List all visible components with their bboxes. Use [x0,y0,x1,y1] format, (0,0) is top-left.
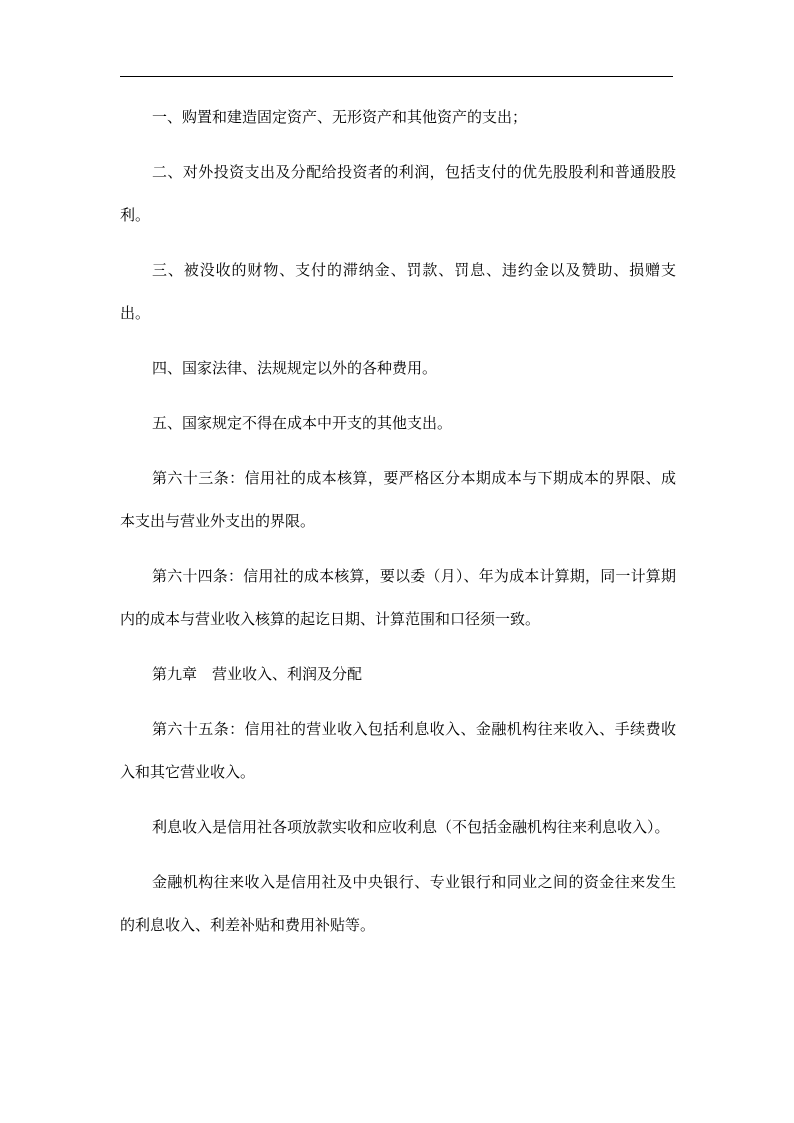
paragraph-item-5: 五、国家规定不得在成本中开支的其他支出。 [152,414,453,432]
paragraph-item-3: 三、被没收的财物、支付的滞纳金、罚款、罚息、违约金以及赞助、损赠支出。 [120,261,676,322]
paragraph-item-4: 四、国家法律、法规规定以外的各种费用。 [152,359,438,377]
header-rule [120,76,673,77]
article-64: 第六十四条：信用社的成本核算，要以委（月）、年为成本计算期，同一计算期内的成本与营业收入核算的起讫日期、计算范围和口径须一致。 [120,567,676,628]
interest-income-paragraph: 利息收入是信用社各项放款实收和应收利息（不包括金融机构往来利息收入）。 [152,818,670,836]
article-65: 第六十五条：信用社的营业收入包括利息收入、金融机构往来收入、手续费收入和其它营业收入。 [120,720,676,781]
article-63: 第六十三条：信用社的成本核算，要严格区分本期成本与下期成本的界限、成本支出与营业外支出的界限。 [120,469,676,530]
paragraph-item-2: 二、对外投资支出及分配给投资者的利润，包括支付的优先股股利和普通股股利。 [120,163,676,224]
interbank-income-paragraph: 金融机构往来收入是信用社及中央银行、专业银行和同业之间的资金往来发生的利息收入、利差补贴和费用补贴等。 [120,873,676,934]
paragraph-item-1: 一、购置和建造固定资产、无形资产和其他资产的支出； [152,108,528,126]
document-body [120,96,676,959]
chapter-heading: 第九章 营业收入、利润及分配 [152,665,363,683]
